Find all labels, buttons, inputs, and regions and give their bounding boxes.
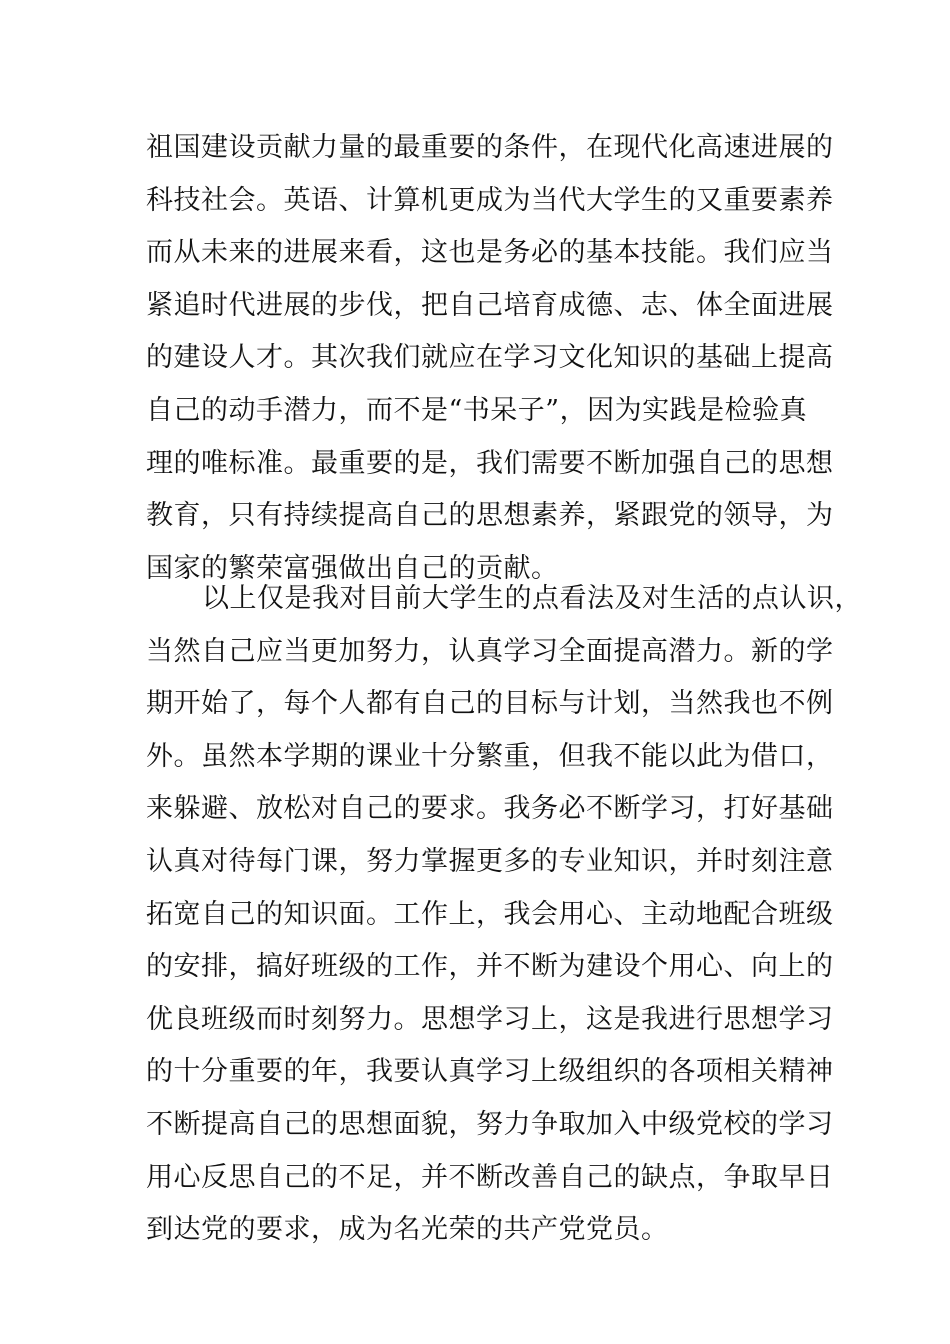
paragraph-line: 拓宽自己的知识面。工作上，我会用心、主动地配合班级	[146, 898, 834, 930]
paragraph-2	[146, 573, 862, 1257]
paragraph-line: 的十分重要的年，我要认真学习上级组织的各项相关精神	[146, 1056, 834, 1088]
paragraph-line: 而从未来的进展来看，这也是务必的基本技能。我们应当	[146, 237, 834, 269]
paragraph-line: 的安排，搞好班级的工作，并不断为建设个用心、向上的	[146, 951, 834, 983]
paragraph-line: 自己的动手潜力，而不是“书呆子”，因为实践是检验真	[146, 394, 808, 426]
paragraph-line: 外。虽然本学期的课业十分繁重，但我不能以此为借口，	[146, 740, 834, 772]
paragraph-line: 国家的繁荣富强做出自己的贡献。	[146, 552, 559, 584]
paragraph-line: 来躲避、放松对自己的要求。我务必不断学习，打好基础	[146, 793, 834, 825]
paragraph-line: 祖国建设贡献力量的最重要的条件，在现代化高速进展的	[146, 132, 834, 163]
paragraph-line: 紧追时代进展的步伐，把自己培育成德、志、体全面进展	[146, 289, 834, 321]
paragraph-line: 认真对待每门课，努力掌握更多的专业知识，并时刻注意	[146, 845, 834, 877]
paragraph-line: 优良班级而时刻努力。思想学习上，这是我进行思想学习	[146, 1003, 834, 1035]
paragraph-line: 理的唯标准。最重要的是，我们需要不断加强自己的思想	[146, 447, 834, 479]
paragraph-1	[146, 122, 846, 595]
paragraph-line: 期开始了，每个人都有自己的目标与计划，当然我也不例	[146, 688, 834, 720]
paragraph-line: 教育，只有持续提高自己的思想素养，紧跟党的领导，为	[146, 500, 834, 532]
paragraph-line: 用心反思自己的不足，并不断改善自己的缺点，争取早日	[146, 1161, 834, 1193]
paragraph-line: 的建设人才。其次我们就应在学习文化知识的基础上提高	[146, 342, 834, 374]
paragraph-line: 科技社会。英语、计算机更成为当代大学生的又重要素养	[146, 184, 834, 216]
paragraph-line: 不断提高自己的思想面貌，努力争取加入中级党校的学习	[146, 1108, 834, 1140]
paragraph-line: 以上仅是我对目前大学生的点看法及对生活的点认识，	[202, 583, 862, 614]
paragraph-line: 当然自己应当更加努力，认真学习全面提高潜力。新的学	[146, 635, 834, 667]
paragraph-line: 到达党的要求，成为名光荣的共产党党员。	[146, 1214, 669, 1246]
